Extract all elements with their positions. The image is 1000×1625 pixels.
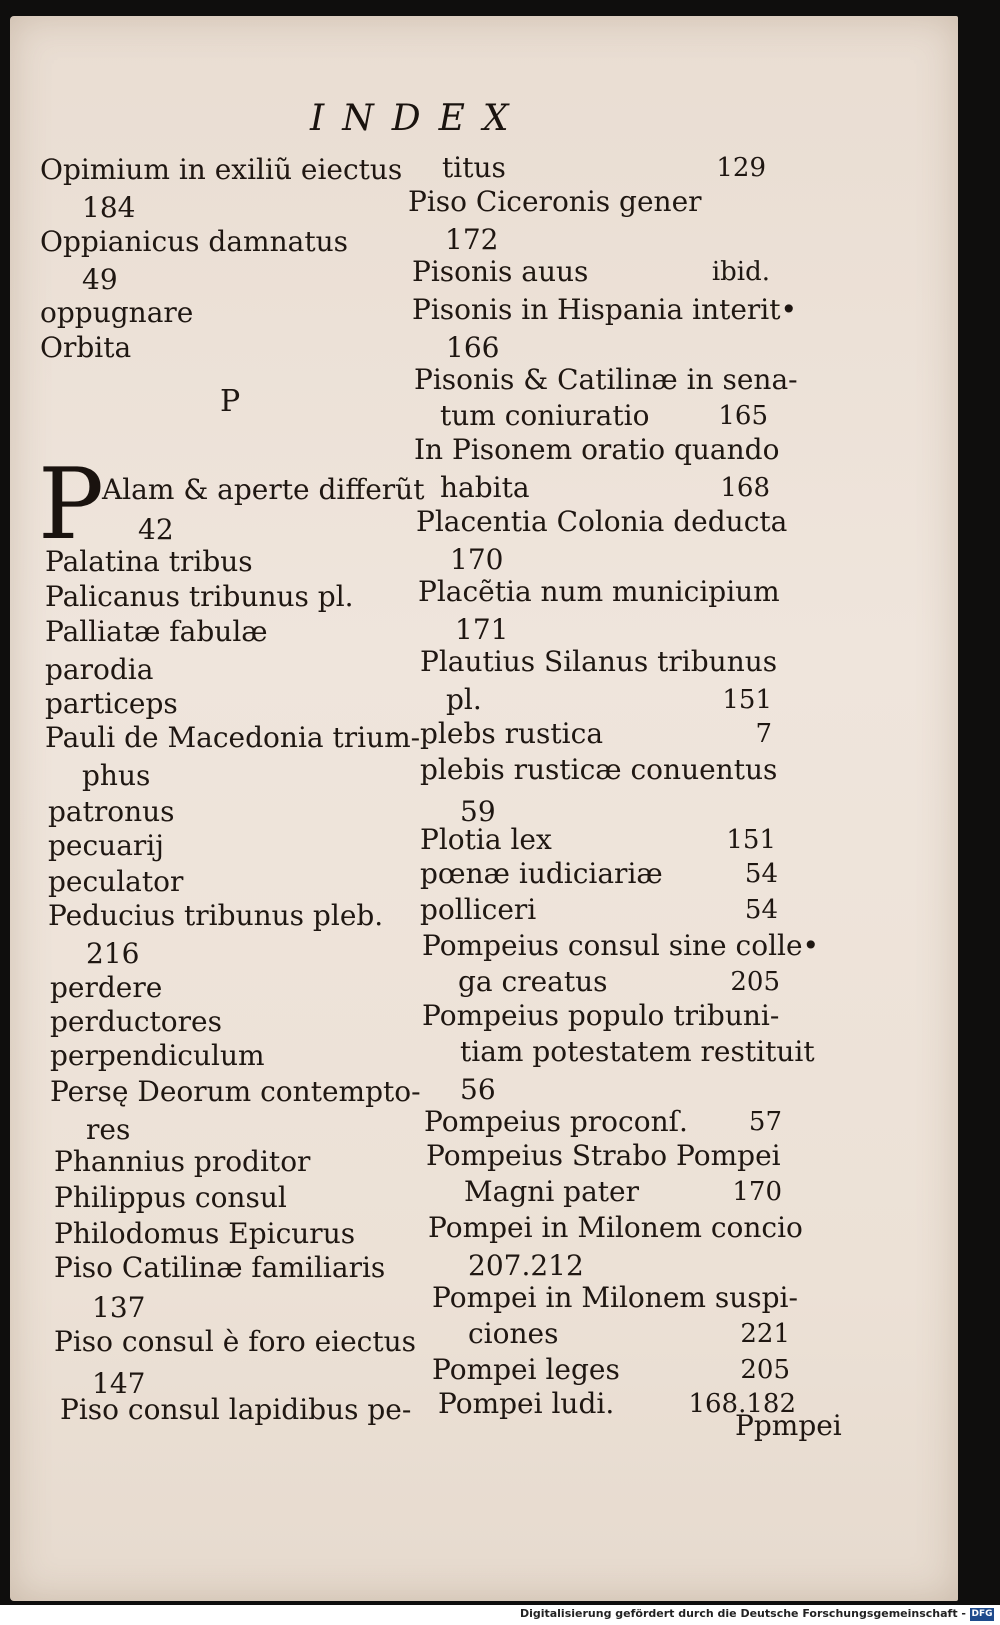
- catchword: Ppmpei: [735, 1409, 842, 1442]
- index-entry-page-number: 205: [740, 1355, 790, 1385]
- index-entry-text: pecuarij: [48, 829, 164, 862]
- index-entry-text: Piso consul è foro eiectus: [54, 1325, 417, 1358]
- index-entry-text: polliceri: [420, 893, 537, 926]
- index-entry-text: Oppianicus damnatus: [40, 225, 348, 258]
- section-letter: P: [220, 384, 241, 419]
- index-entry-text: Piso Catilinæ familiaris: [54, 1251, 386, 1284]
- index-entry-text: Palatina tribus: [45, 545, 253, 578]
- index-entry-page-number: 168: [720, 473, 770, 503]
- index-entry-page-number: 151: [722, 685, 772, 715]
- index-entry-text: Palicanus tribunus pl.: [45, 580, 354, 613]
- index-entry-text: patronus: [48, 795, 175, 828]
- index-entry-text: Pompei in Milonem suspi-: [432, 1281, 798, 1314]
- index-entry-text: Piso consul lapidibus pe-: [60, 1393, 412, 1426]
- index-entry-text: Palliatæ fabulæ: [45, 615, 268, 648]
- index-entry-text: particeps: [45, 687, 178, 720]
- index-entry-page-number: 221: [740, 1319, 790, 1349]
- dropcap: P: [38, 448, 104, 562]
- index-entry-text: 147: [92, 1367, 146, 1400]
- footer-bar: [0, 1605, 1000, 1625]
- index-entry-page-number: 151: [726, 825, 776, 855]
- index-entry-text: tiam potestatem restituit: [460, 1035, 815, 1068]
- index-entry-text: Pompeius populo tribuni-: [422, 999, 780, 1032]
- index-entry-text: perductores: [50, 1005, 222, 1038]
- dfg-logo: DFG: [971, 1609, 993, 1619]
- index-entry-page-number: 168.182: [688, 1389, 796, 1419]
- index-entry-text: Placentia Colonia deducta: [416, 505, 788, 538]
- index-entry-text: ga creatus: [458, 965, 608, 998]
- index-entry-text: Philippus consul: [54, 1181, 287, 1214]
- index-entry-text: Alam & aperte differũt: [102, 473, 425, 506]
- index-entry-text: 170: [450, 543, 504, 576]
- index-entry-text: Placẽtia num municipium: [418, 575, 780, 608]
- index-entry-text: Pompei leges: [432, 1353, 620, 1386]
- index-entry-text: Pompei ludi.: [438, 1387, 615, 1420]
- index-entry-text: plebis rusticæ conuentus: [420, 753, 778, 786]
- index-entry-text: 166: [446, 331, 500, 364]
- index-entry-text: perdere: [50, 971, 163, 1004]
- index-entry-text: pœnæ iudiciariæ: [420, 857, 663, 890]
- index-entry-text: Pauli de Macedonia trium-: [45, 721, 421, 754]
- index-entry-page-number: 54: [744, 895, 778, 925]
- index-entry-text: 207.212: [468, 1249, 584, 1282]
- book-page: [10, 16, 958, 1601]
- index-entry-text: 184: [82, 191, 136, 224]
- index-entry-text: Pisonis auus: [412, 255, 589, 288]
- index-entry-text: Philodomus Epicurus: [54, 1217, 356, 1250]
- index-entry-text: 49: [82, 263, 118, 296]
- index-entry-text: 137: [92, 1291, 146, 1324]
- index-entry-text: 171: [455, 613, 509, 646]
- index-entry-text: Pisonis in Hispania interit•: [412, 293, 798, 326]
- index-entry-text: tum coniuratio: [440, 399, 650, 432]
- index-entry-text: perpendiculum: [50, 1039, 265, 1072]
- index-entry-text: Orbita: [40, 331, 132, 364]
- index-entry-page-number: 170: [732, 1177, 782, 1207]
- index-entry-text: phus: [82, 759, 151, 792]
- index-entry-text: Persę Deorum contempto-: [50, 1075, 421, 1108]
- index-entry-page-number: 57: [748, 1107, 782, 1137]
- running-head: INDEX: [310, 98, 527, 139]
- index-entry-text: 42: [138, 513, 174, 546]
- index-entry-text: In Pisonem oratio quando: [414, 433, 780, 466]
- index-entry-text: 172: [445, 223, 499, 256]
- index-entry-text: pl.: [446, 683, 482, 716]
- index-entry-text: Opimium in exiliũ eiectus: [40, 153, 403, 186]
- index-entry-text: Plautius Silanus tribunus: [420, 645, 778, 678]
- index-entry-text: Peducius tribunus pleb.: [48, 899, 384, 932]
- index-entry-text: Piso Ciceronis gener: [408, 185, 702, 218]
- index-entry-text: Pompei in Milonem concio: [428, 1211, 803, 1244]
- index-entry-text: 216: [86, 937, 140, 970]
- index-entry-text: Pompeius consul sine colle•: [422, 929, 820, 962]
- index-entry-text: Pompeius proconſ.: [424, 1105, 688, 1138]
- index-entry-text: Plotia lex: [420, 823, 552, 856]
- index-entry-text: 56: [460, 1073, 496, 1106]
- index-entry-text: parodia: [45, 653, 154, 686]
- index-entry-page-number: 54: [744, 859, 778, 889]
- index-entry-text: Phannius proditor: [54, 1145, 311, 1178]
- index-entry-text: titus: [442, 151, 506, 184]
- footer-credit: Digitalisierung gefördert durch die Deutsche Forschungsgemeinschaft -: [519, 1607, 966, 1620]
- index-entry-page-number: 129: [716, 153, 766, 183]
- index-entry-text: Pisonis & Catilinæ in sena-: [414, 363, 798, 396]
- index-entry-page-number: ibid.: [711, 257, 770, 287]
- index-entry-text: plebs rustica: [420, 717, 604, 750]
- index-entry-text: habita: [440, 471, 530, 504]
- index-entry-text: peculator: [48, 865, 184, 898]
- index-entry-text: ciones: [468, 1317, 559, 1350]
- index-entry-page-number: 205: [730, 967, 780, 997]
- index-entry-text: Pompeius Strabo Pompei: [426, 1139, 781, 1172]
- index-entry-page-number: 165: [718, 401, 768, 431]
- index-entry-text: res: [86, 1113, 131, 1146]
- index-entry-text: Magni pater: [464, 1175, 639, 1208]
- index-entry-page-number: 7: [755, 719, 772, 749]
- index-entry-text: oppugnare: [40, 296, 194, 329]
- index-entry-text: 59: [460, 795, 496, 828]
